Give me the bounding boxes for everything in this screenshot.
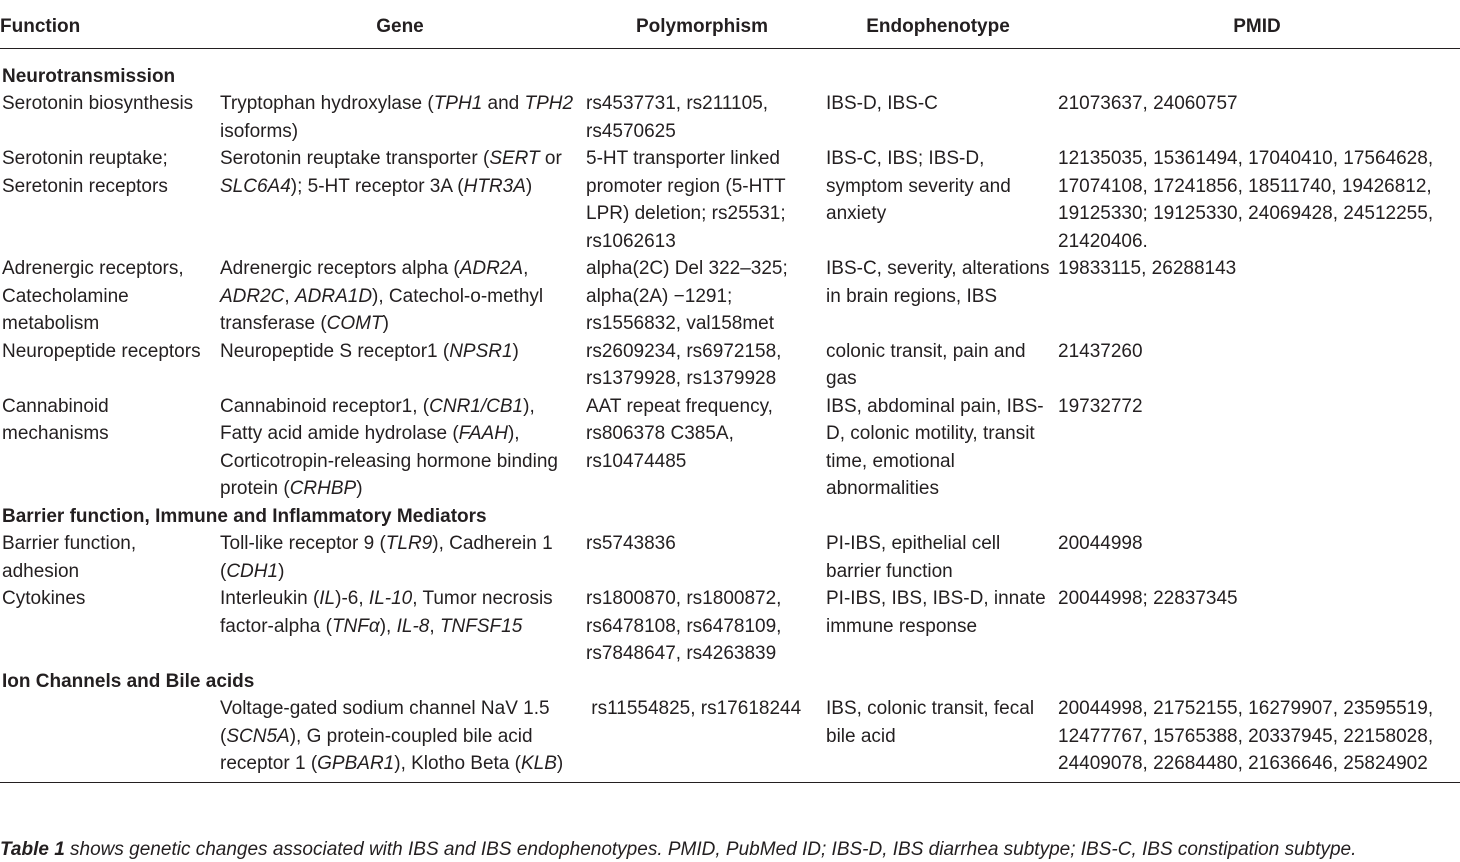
cell-endophenotype: colonic transit, pain and gas [826, 340, 1026, 389]
cell-gene: Cannabinoid receptor1, (CNR1/CB1), Fatty acid amide hydrolase (FAAH), Corticotropin-releasing hormone binding protein (CRHBP) [220, 395, 558, 499]
cell-polymorphism: rs2609234, rs6972158, rs1379928, rs1379928 [586, 340, 782, 389]
cell-endophenotype: IBS-C, severity, alterations in brain regions, IBS [826, 258, 1050, 307]
table-row [0, 393, 1460, 503]
cell-endophenotype: PI-IBS, epithelial cell barrier function [826, 533, 1001, 582]
section-title: Ion Channels and Bile acids [2, 670, 255, 692]
table-row [0, 695, 1460, 782]
gene-symbol: IL-8 [396, 615, 430, 637]
section-row [0, 503, 1460, 531]
cell-pmid: 21437260 [1058, 340, 1143, 362]
gene-symbol: COMT [326, 313, 383, 334]
cell-function: Serotonin biosynthesis [2, 93, 194, 114]
table-row [0, 585, 1460, 668]
cell-endophenotype: IBS, abdominal pain, IBS-D, colonic motility, transit time, emotional abnormalities [826, 395, 1044, 499]
gene-symbol: CRHBP [289, 478, 357, 499]
cell-function: Barrier function, adhesion [2, 533, 137, 582]
cell-function: Serotonin reuptake; Seretonin receptors [2, 148, 168, 197]
gene-symbol: ADRA1D [294, 285, 373, 307]
gene-symbol: SLC6A4 [220, 175, 291, 197]
table-row [0, 145, 1460, 255]
header-pmid: PMID [1233, 16, 1281, 37]
table-row [0, 90, 1460, 145]
gene-symbol: ADR2C [220, 285, 285, 307]
cell-function: Adrenergic receptors, Catecholamine metabolism [2, 258, 184, 334]
cell-gene: Toll-like receptor 9 (TLR9), Cadherein 1 (CDH1) [220, 533, 553, 582]
table-row [0, 530, 1460, 585]
gene-symbol: KLB [520, 753, 557, 774]
header-function: Function [0, 16, 81, 37]
gene-symbol: SERT [489, 148, 540, 169]
cell-pmid: 19833115, 26288143 [1058, 258, 1237, 279]
gene-symbol: GPBAR1 [317, 753, 395, 774]
gene-symbol: CDH1 [226, 560, 279, 582]
cell-gene: Voltage-gated sodium channel NaV 1.5 (SCN5A), G protein-coupled bile acid receptor 1 (GPBAR1), Klotho Beta (KLB) [220, 698, 564, 774]
cell-polymorphism: AAT repeat frequency, rs806378 C385A, rs10474485 [586, 395, 773, 472]
cell-function: Neuropeptide receptors [2, 340, 201, 362]
cell-polymorphism: rs1800870, rs1800872, rs6478108, rs6478109, rs7848647, rs4263839 [586, 588, 782, 664]
gene-symbol: IL [319, 588, 336, 609]
gene-symbol: NPSR1 [449, 340, 513, 362]
header-polymorphism: Polymorphism [636, 16, 768, 37]
table-row [0, 255, 1460, 338]
section-row [0, 48, 1460, 90]
cell-gene: Adrenergic receptors alpha (ADR2A, ADR2C, ADRA1D), Catechol-o-methyl transferase (COMT) [220, 258, 544, 334]
cell-function: Cannabinoid mechanisms [2, 395, 109, 444]
section-title: Neurotransmission [2, 65, 176, 87]
cell-polymorphism: rs4537731, rs211105, rs4570625 [586, 93, 769, 142]
cell-polymorphism: alpha(2C) Del 322–325; alpha(2A) −1291; rs1556832, val158met [586, 258, 788, 334]
header-row [0, 0, 1460, 48]
gene-symbol: TLR9 [385, 533, 433, 554]
caption-label: Table 1 [0, 839, 65, 860]
cell-endophenotype: PI-IBS, IBS, IBS-D, innate immune response [826, 588, 1046, 637]
cell-pmid: 20044998; 22837345 [1058, 588, 1238, 609]
cell-endophenotype: IBS, colonic transit, fecal bile acid [826, 698, 1035, 747]
cell-pmid: 20044998 [1058, 533, 1143, 554]
table-caption [0, 839, 1356, 861]
section-row [0, 668, 1460, 696]
cell-gene: Interleukin (IL)-6, IL-10, Tumor necrosis factor-alpha (TNFα), IL-8, TNFSF15 [220, 588, 553, 637]
cell-endophenotype: IBS-D, IBS-C [826, 93, 938, 114]
gene-symbol: ADR2A [459, 258, 524, 279]
header-endophenotype: Endophenotype [866, 16, 1010, 37]
cell-function: Cytokines [2, 588, 86, 609]
cell-pmid: 19732772 [1058, 395, 1143, 417]
gene-symbol: HTR3A [463, 175, 526, 197]
cell-pmid: 20044998, 21752155, 16279907, 23595519, 12477767, 15765388, 20337945, 22158028, 24409078, 22684480, 21636646, 25824902 [1058, 698, 1434, 774]
gene-symbol: TPH1 [433, 93, 483, 114]
section-title: Barrier function, Immune and Inflammatory Mediators [2, 505, 487, 527]
cell-pmid: 12135035, 15361494, 17040410, 17564628, 17074108, 17241856, 18511740, 19426812, 19125330; 19125330, 24069428, 24512255, 21420406. [1058, 148, 1434, 252]
table-row [0, 338, 1460, 393]
gene-symbol: TNFSF15 [439, 615, 523, 637]
gene-symbol: TPH2 [524, 93, 574, 114]
caption-text: shows genetic changes associated with IBS and IBS endophenotypes. PMID, PubMed ID; IBS-D, IBS diarrhea subtype; IBS-C, IBS constipation subtype. [64, 839, 1357, 860]
cell-polymorphism: rs5743836 [586, 533, 676, 554]
gene-symbol: CNR1/CB1 [429, 395, 524, 417]
cell-gene: Tryptophan hydroxylase (TPH1 and TPH2 isoforms) [220, 93, 574, 142]
cell-polymorphism: 5-HT transporter linked promoter region (5-HTT LPR) deletion; rs25531; rs1062613 [586, 148, 786, 252]
gene-symbol: SCN5A [226, 725, 290, 747]
gene-symbol: TNFα [331, 615, 380, 637]
gene-symbol: IL-10 [368, 588, 413, 609]
gene-symbol: FAAH [458, 423, 508, 444]
cell-gene: Serotonin reuptake transporter (SERT or SLC6A4); 5-HT receptor 3A (HTR3A) [220, 148, 562, 197]
cell-gene: Neuropeptide S receptor1 (NPSR1) [220, 340, 519, 362]
cell-endophenotype: IBS-C, IBS; IBS-D, symptom severity and anxiety [826, 148, 1011, 224]
cell-function [0, 695, 218, 782]
cell-polymorphism: rs11554825, rs17618244 [586, 698, 802, 719]
header-gene: Gene [376, 16, 424, 37]
cell-pmid: 21073637, 24060757 [1058, 93, 1238, 114]
